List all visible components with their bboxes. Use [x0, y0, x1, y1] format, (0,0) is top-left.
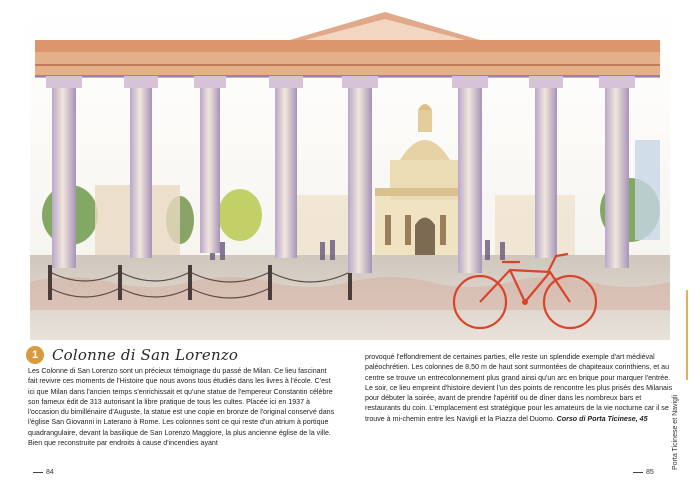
page-number-right — [630, 469, 654, 476]
watercolor-illustration — [30, 10, 670, 340]
side-accent-bar — [686, 290, 688, 380]
page-number-left-value: 84 — [46, 469, 54, 476]
body-text-right-content: provoqué l'effondrement de certaines parties, elle reste un splendide exemple d'art médiéval paléochrétien. Les colonnes de 8,50 m de haut sont surmontées de chapiteaux corinthiens, et au centre se trouve un entrecolonnement plus grand ainsi qu'un arc en brique pour marquer l'entrée. Le soir, ce lieu empreint d'histoire devient l'un des points de rencontre les plus prisés des Milanais pour débuter la soirée, avant de prendre l'apéritif ou de dîner dans les nombreux bars et restaurants du coin. L'emplacement est stratégique pour les amateurs de la vie nocturne car il se trouve à mi-chemin entre les Navigli et la Piazza del Duomo. — [365, 353, 673, 423]
address: Corso di Porta Ticinese, 45 — [556, 414, 648, 423]
page-number-rule — [633, 472, 643, 473]
side-chapter-label: Porta Ticinese et Navigli — [672, 394, 679, 470]
section-heading — [26, 344, 238, 366]
body-text-right — [365, 352, 677, 424]
page-number-right-value: 85 — [646, 469, 654, 476]
page-number-rule — [33, 472, 43, 473]
colonne-san-lorenzo-painting — [30, 10, 670, 340]
page-number-left — [30, 469, 54, 476]
body-text-left: Les Colonne di San Lorenzo sont un précieux témoignage du passé de Milan. Ce lieu fascinant fait revivre ces moments de l'Histoire que nous avons tous étudiés dans les livres à l'école. C'est ici que Milan dans l'ancien temps s'enrichissait et qu'une statue de l'empereur Constantin célèbre son fameux édit de 313 autorisant la libre pratique de tous les cultes. Placée ici en 1937 à l'occasion du bimillénaire d'Auguste, la statue est une copie en bronze de l'original conservé dans l'église San Giovanni in Laterano à Rome. Les colonnes sont ce qui reste d'un atrium à portique quadrangulaire, devant la basilique de San Lorenzo Maggiore, la plus ancienne église de la ville. Bien que reconstruite par endroits à cause d'incendies ayant — [28, 367, 335, 448]
section-number-badge: 1 — [26, 346, 44, 364]
section-title: Colonne di San Lorenzo — [52, 346, 239, 364]
